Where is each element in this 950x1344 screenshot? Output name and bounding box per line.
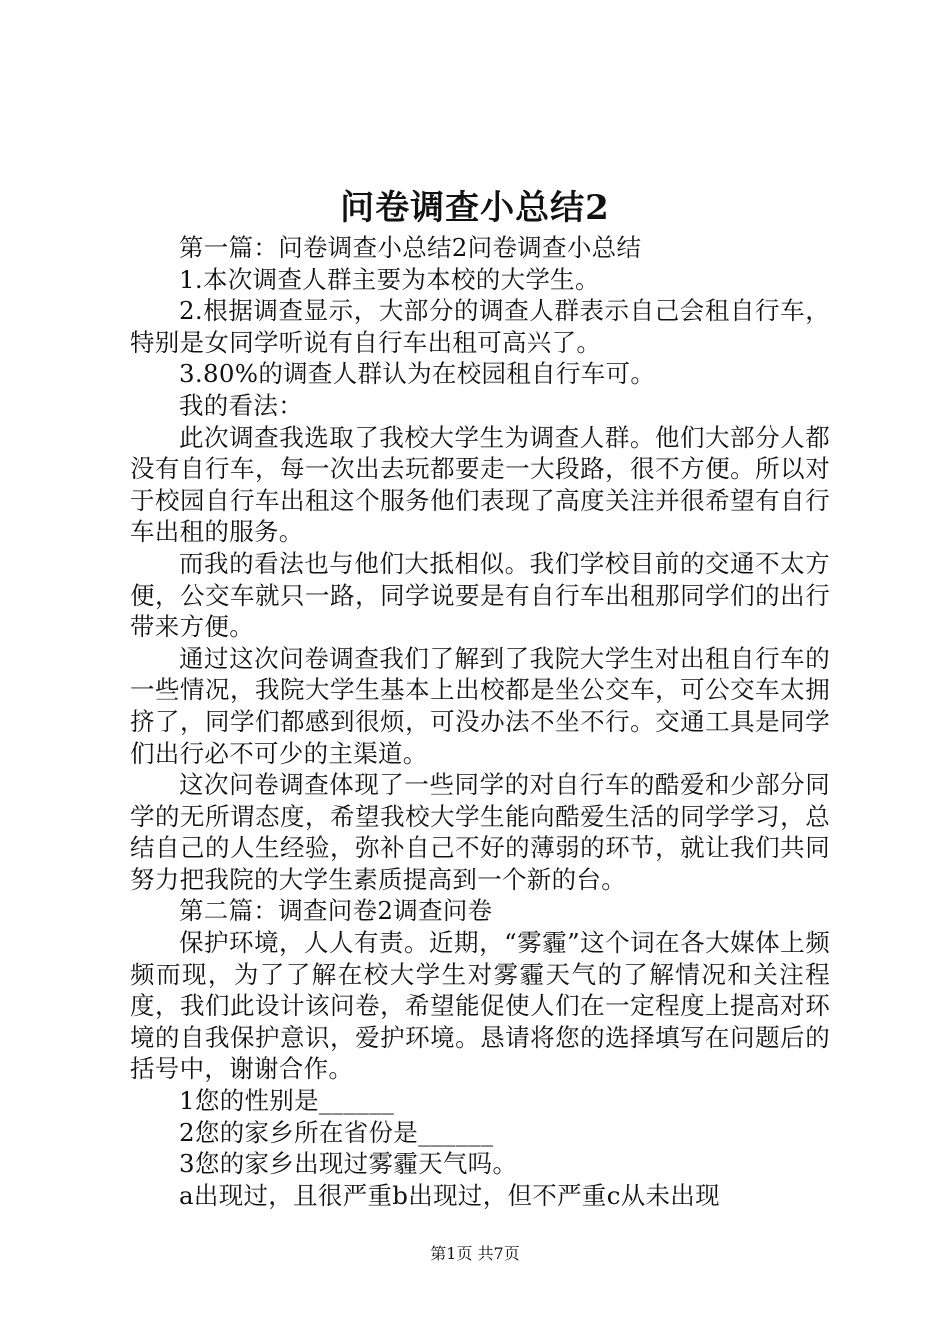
page-footer: 第1页 共7页 — [430, 1244, 520, 1263]
paragraph: 这次问卷调查体现了一些同学的对自行车的酷爱和少部分同学的无所谓态度，希望我校大学生能向酷爱生活的同学学习，总结自己的人生经验，弥补自己不好的薄弱的环节，就让我们共同努力把我院的大学生素质提高到一个新的台。 — [130, 770, 830, 894]
answer-options: a出现过，且很严重b出现过，但不严重c从未出现 — [179, 1180, 720, 1210]
paragraph: 2.根据调查显示，大部分的调查人群表示自己会租自行车，特别是女同学听说有自行车出租可高兴了。 — [130, 296, 830, 357]
paragraph: 我的看法： — [179, 390, 303, 420]
paragraph: 第一篇：问卷调查小总结2问卷调查小总结 — [179, 233, 642, 262]
paragraph: 通过这次问卷调查我们了解到了我院大学生对出租自行车的一些情况，我院大学生基本上出校都是坐公交车，可公交车太拥挤了，同学们都感到很烦，可没办法不坐不行。交通工具是同学们出行必不可少的主渠道。 — [130, 643, 830, 768]
document-title: 问卷调查小总结2 — [340, 188, 610, 228]
question-item: 3您的家乡出现过雾霾天气吗。 — [179, 1149, 518, 1179]
question-item: 1您的性别是______ — [179, 1086, 395, 1116]
document-body — [130, 232, 830, 1211]
paragraph: 1.本次调查人群主要为本校的大学生。 — [179, 264, 600, 294]
paragraph: 保护环境，人人有责。近期，“雾霾”这个词在各大媒体上频频而现，为了了解在校大学生对雾霾天气的了解情况和关注程度，我们此设计该问卷，希望能促使人们在一定程度上提高对环境的自我保护意识，爱护环境。恳请将您的选择填写在问题后的括号中，谢谢合作。 — [130, 928, 830, 1084]
paragraph: 3.80%的调查人群认为在校园租自行车可。 — [179, 359, 656, 389]
paragraph: 此次调查我选取了我校大学生为调查人群。他们大部分人都没有自行车，每一次出去玩都要走一大段路，很不方便。所以对于校园自行车出租这个服务他们表现了高度关注并很希望有自行车出租的服务。 — [130, 422, 830, 547]
paragraph: 而我的看法也与他们大抵相似。我们学校目前的交通不太方便，公交车就只一路，同学说要是有自行车出租那同学们的出行带来方便。 — [130, 548, 830, 642]
paragraph: 第二篇：调查问卷2调查问卷 — [179, 896, 493, 926]
question-item: 2您的家乡所在省份是______ — [179, 1117, 494, 1147]
